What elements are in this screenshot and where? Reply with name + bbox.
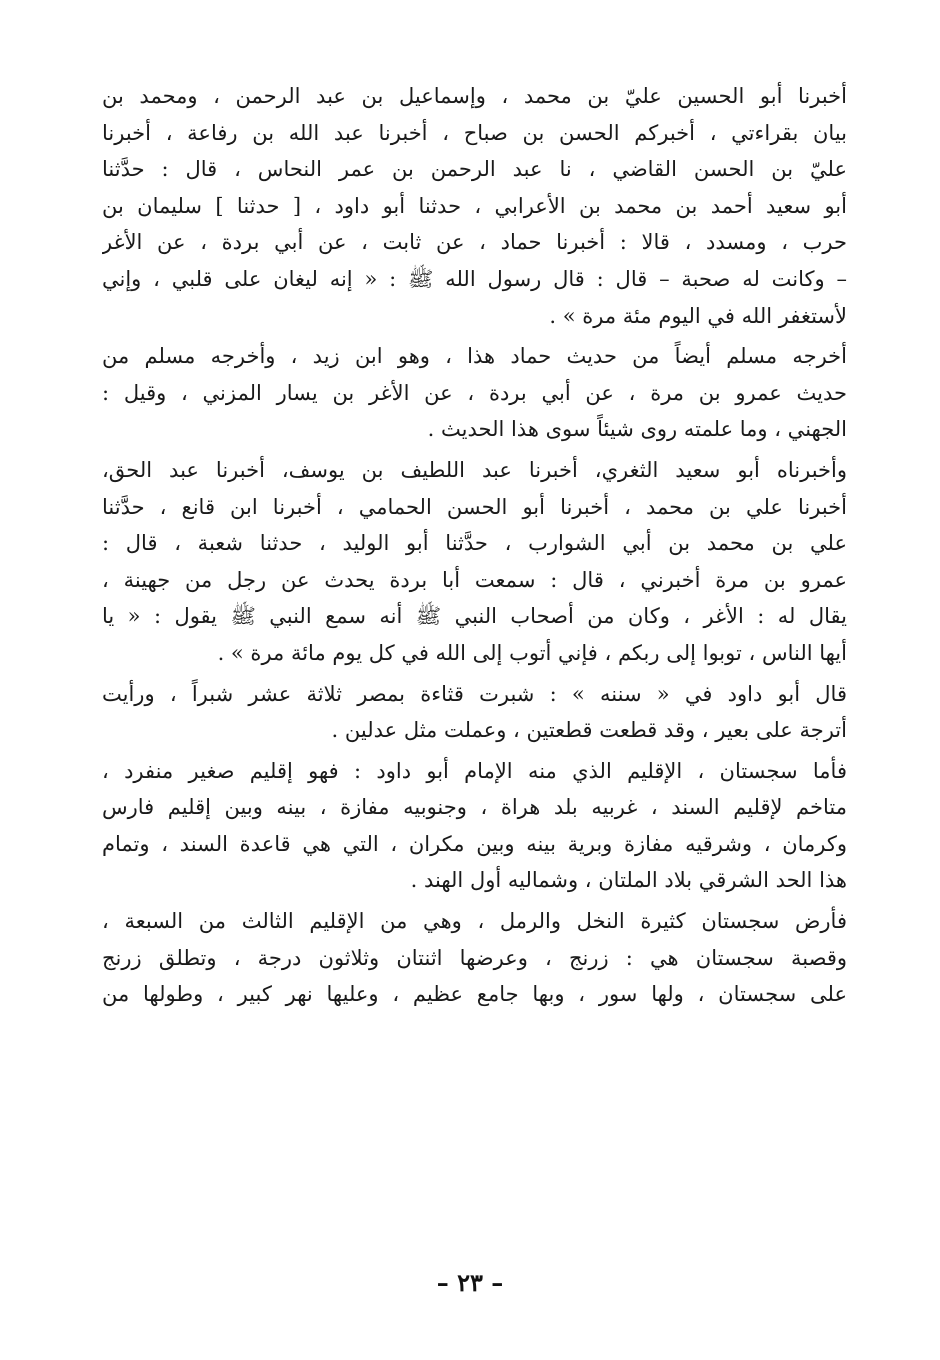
text-line: الجهني ، وما علمته روى شيئاً سوى هذا الحديث . [427, 417, 847, 442]
text-body [102, 78, 847, 1017]
text-line: أخرجه مسلم أيضاً من حديث حماد هذا ، وهو ابن زيد ، وأخرجه مسلم من [102, 344, 847, 369]
page-number: – ٢٣ – [436, 1268, 504, 1297]
text-line: وقصبة سجستان هي : زرنج ، وعرضها اثنتان وثلاثون درجة ، وتطلق زرنج [102, 945, 847, 970]
text-line: أترجة على بعير ، وقد قطعت قطعتين ، وعملت مثل عدلين . [331, 718, 847, 743]
text-line: يقال له : الأغر ، وكان من أصحاب النبي ﷺ أنه سمع النبي ﷺ يقول : « يا [102, 604, 847, 629]
text-line: أبو سعيد أحمد بن محمد بن الأعرابي ، حدثنا أبو داود ، [ حدثنا ] سليمان بن [102, 193, 847, 218]
text-line: هذا الحد الشرقي بلاد الملتان ، وشماليه أول الهند . [410, 868, 847, 893]
text-line: – وكانت له صحبة – قال : قال رسول الله ﷺ : « إنه ليغان على قلبي ، وإني [102, 266, 847, 291]
paragraph-3 [102, 452, 847, 672]
text-line: حديث عمرو بن مرة ، عن أبي بردة ، عن الأغر بن يسار المزني ، وقيل : [102, 380, 847, 405]
text-line: حرب ، ومسدد ، قالا : أخبرنا حماد ، عن ثابت ، عن أبي بردة ، عن الأغر [102, 230, 847, 255]
paragraph-6 [102, 903, 847, 1013]
text-line: وأخبرناه أبو سعيد الثغري، أخبرنا عبد اللطيف بن يوسف، أخبرنا عبد الحق، [102, 457, 847, 482]
paragraph-1 [102, 78, 847, 334]
text-line: متاخم لإقليم السند ، غربيه بلد هراة ، وجنوبيه مفازة ، بينه وبين إقليم فارس [102, 795, 847, 820]
text-line: أخبرنا أبو الحسين عليّ بن محمد ، وإسماعيل بن عبد الرحمن ، ومحمد بن [102, 84, 847, 108]
text-line: أيها الناس ، توبوا إلى ربكم ، فإني أتوب إلى الله في كل يوم مائة مرة » . [217, 640, 847, 665]
text-line: قال أبو داود في « سننه » : شبرت قثاءة بمصر ثلاثة عشر شبراً ، ورأيت [102, 681, 847, 706]
paragraph-5 [102, 753, 847, 899]
text-line: عليّ بن الحسن القاضي ، نا عبد الرحمن بن عمر النحاس ، قال : حدَّثنا [102, 157, 847, 182]
text-line: لأستغفر الله في اليوم مئة مرة » . [549, 303, 847, 328]
text-line: وكرمان ، وشرقيه مفازة وبرية بينه وبين مكران ، التي هي قاعدة السند ، وتمام [102, 831, 847, 856]
paragraph-4 [102, 676, 847, 749]
text-line: عمرو بن مرة أخبرني ، قال : سمعت أبا بردة يحدث عن رجل من جهينة ، [102, 567, 847, 592]
paragraph-2 [102, 338, 847, 448]
text-line: فأرض سجستان كثيرة النخل والرمل ، وهي من الإقليم الثالث من السبعة ، [102, 909, 847, 934]
text-line: علي بن محمد بن أبي الشوارب ، حدَّثنا أبو الوليد ، حدثنا شعبة ، قال : [102, 531, 847, 556]
text-line: بيان بقراءتي ، أخبركم الحسن بن صباح ، أخبرنا عبد الله بن رفاعة ، أخبرنا [102, 120, 847, 145]
text-line: أخبرنا علي بن محمد ، أخبرنا أبو الحسن الحمامي ، أخبرنا ابن قانع ، حدَّثنا [102, 494, 847, 519]
text-line: على سجستان ، ولها سور ، وبها جامع عظيم ، وعليها نهر كبير ، وطولها من [102, 982, 847, 1007]
text-line: فأما سجستان ، الإقليم الذي منه الإمام أبو داود : فهو إقليم صغير منفرد ، [102, 758, 847, 783]
